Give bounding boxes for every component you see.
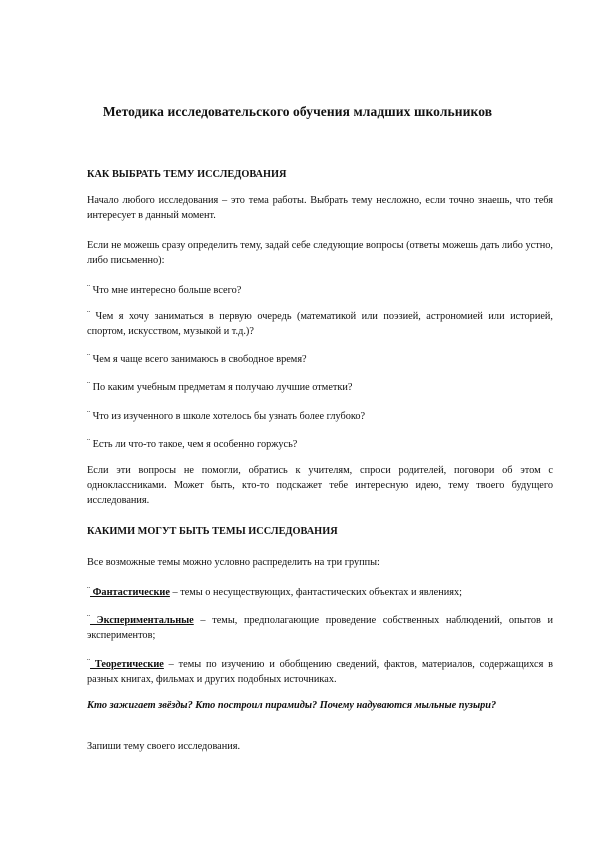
question-item xyxy=(87,407,553,424)
theme-group-term: Экспериментальные xyxy=(90,615,194,626)
section2-heading: КАКИМИ МОГУТ БЫТЬ ТЕМЫ ИССЛЕДОВАНИЯ xyxy=(87,526,338,537)
bullet-mark: ¨ xyxy=(87,283,90,293)
bullet-mark: ¨ xyxy=(87,309,90,319)
question-text: Чем я хочу заниматься в первую очередь (математикой или поэзией, астрономией или историей, спортом, искусством, музыкой и т.д.)? xyxy=(87,311,553,337)
theme-group-item xyxy=(87,655,553,687)
question-item xyxy=(87,378,553,395)
theme-group-desc: – темы о несуществующих, фантастических объектах и явлениях; xyxy=(169,587,463,598)
question-text: Есть ли что-то такое, чем я особенно горжусь? xyxy=(90,439,298,450)
section2-lead: Все возможные темы можно условно распределить на три группы: xyxy=(87,557,380,568)
task-instruction: Запиши тему своего исследования. xyxy=(87,741,241,752)
question-text: Что мне интересно больше всего? xyxy=(90,285,242,296)
bullet-mark: ¨ xyxy=(87,613,90,623)
question-text: Чем я чаще всего занимаюсь в свободное время? xyxy=(90,354,307,365)
theme-group-item xyxy=(87,583,553,600)
theme-group-desc: – темы по изучению и обобщению сведений, фактов, материалов, содержащихся в разных книгах, фильмах и других подобных источниках. xyxy=(87,659,553,685)
section1-intro: Начало любого исследования – это тема работы. Выбрать тему несложно, если точно знаешь, что тебя интересует в данный момент. xyxy=(87,195,553,221)
section1-lead: Если не можешь сразу определить тему, задай себе следующие вопросы (ответы можешь дать либо устно, либо письменно): xyxy=(87,240,553,266)
bullet-mark: ¨ xyxy=(87,585,90,595)
section1-closing: Если эти вопросы не помогли, обратись к учителям, спроси родителей, поговори об этом с одноклассниками. Может быть, кто-то подскажет тебе интересную идею, тему твоего будущего исследования. xyxy=(87,465,553,506)
question-text: По каким учебным предметам я получаю лучшие отметки? xyxy=(90,382,353,393)
bullet-mark: ¨ xyxy=(87,437,90,447)
bullet-mark: ¨ xyxy=(87,352,90,362)
example-topics: Кто зажигает звёзды? Кто построил пирамиды? Почему надуваются мыльные пузыри? xyxy=(87,700,497,711)
question-item xyxy=(87,435,553,452)
question-text: Что из изученного в школе хотелось бы узнать более глубоко? xyxy=(90,411,366,422)
question-item xyxy=(87,350,553,367)
theme-group-item xyxy=(87,611,553,643)
theme-group-desc: – темы, предполагающие проведение собственных наблюдений, опытов и экспериментов; xyxy=(87,615,554,641)
bullet-mark: ¨ xyxy=(87,380,90,390)
bullet-mark: ¨ xyxy=(87,657,90,667)
section1-heading: КАК ВЫБРАТЬ ТЕМУ ИССЛЕДОВАНИЯ xyxy=(87,169,287,180)
theme-group-term: Теоретические xyxy=(90,659,164,670)
bullet-mark: ¨ xyxy=(87,409,90,419)
question-item xyxy=(87,307,553,339)
theme-group-term: Фантастические xyxy=(90,587,170,598)
document-title: Методика исследовательского обучения младших школьников xyxy=(102,104,493,119)
question-item xyxy=(87,281,553,298)
